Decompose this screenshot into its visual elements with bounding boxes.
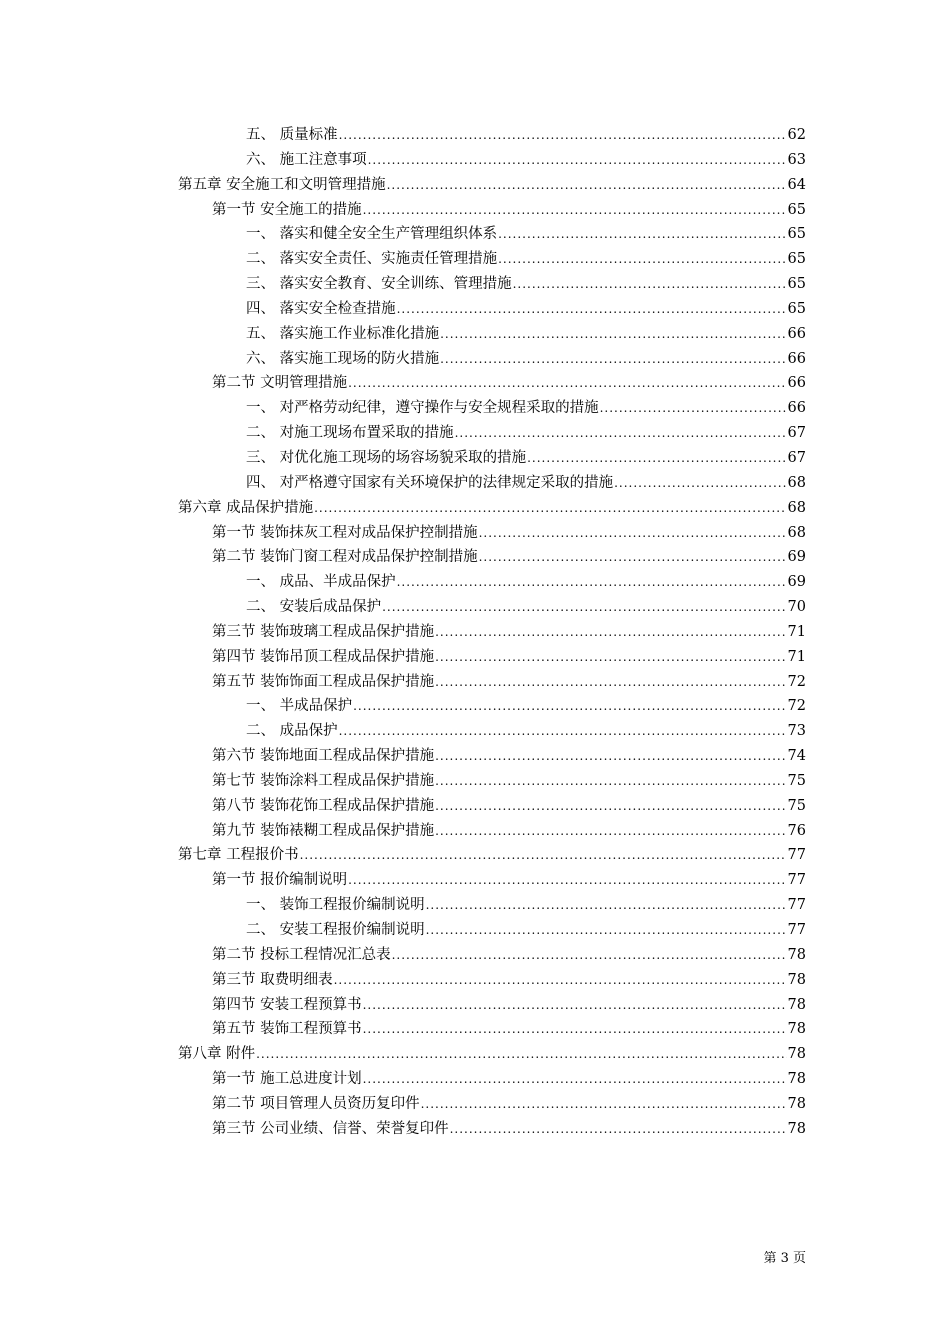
toc-entry-page-number: 78 bbox=[787, 1046, 806, 1063]
toc-entry-label: 一、 对严格劳动纪律，遵守操作与安全规程采取的措施 bbox=[246, 400, 599, 417]
toc-entry-label: 第二节 项目管理人员资历复印件 bbox=[212, 1095, 420, 1112]
toc-entry-page-number: 77 bbox=[787, 872, 806, 889]
toc-entry-label: 第一节 报价编制说明 bbox=[212, 872, 348, 889]
toc-entry[interactable] bbox=[178, 819, 806, 844]
toc-entry-page-number: 65 bbox=[787, 201, 806, 218]
toc-entry[interactable] bbox=[178, 471, 806, 496]
toc-entry[interactable] bbox=[178, 396, 806, 421]
toc-entry[interactable] bbox=[178, 868, 806, 893]
toc-dot-leader bbox=[435, 769, 786, 794]
toc-entry[interactable] bbox=[178, 595, 806, 620]
table-of-contents bbox=[178, 123, 806, 1142]
toc-dot-leader bbox=[392, 943, 787, 968]
toc-dot-leader bbox=[600, 396, 787, 421]
toc-dot-leader bbox=[353, 694, 786, 719]
toc-dot-leader bbox=[513, 272, 787, 297]
toc-entry-label: 第四节 安装工程预算书 bbox=[212, 996, 362, 1013]
toc-entry-page-number: 69 bbox=[787, 549, 806, 566]
toc-entry-page-number: 77 bbox=[787, 897, 806, 914]
toc-dot-leader bbox=[314, 496, 786, 521]
toc-entry[interactable] bbox=[178, 123, 806, 148]
toc-entry[interactable] bbox=[178, 843, 806, 868]
toc-dot-leader bbox=[397, 570, 787, 595]
toc-dot-leader bbox=[363, 993, 787, 1018]
page-number-footer: 第 3 页 bbox=[763, 1251, 806, 1266]
toc-entry[interactable] bbox=[178, 297, 806, 322]
toc-entry-page-number: 75 bbox=[787, 772, 806, 789]
toc-entry-label: 第二节 投标工程情况汇总表 bbox=[212, 946, 391, 963]
toc-entry-label: 二、 落实安全责任、实施责任管理措施 bbox=[246, 251, 498, 268]
toc-dot-leader bbox=[421, 1092, 787, 1117]
toc-dot-leader bbox=[455, 421, 787, 446]
toc-entry-label: 二、 安装工程报价编制说明 bbox=[246, 922, 425, 938]
toc-entry-page-number: 69 bbox=[787, 574, 806, 591]
toc-entry[interactable] bbox=[178, 1067, 806, 1092]
toc-dot-leader bbox=[426, 918, 787, 943]
toc-dot-leader bbox=[435, 744, 786, 769]
toc-entry[interactable] bbox=[178, 570, 806, 595]
toc-entry[interactable] bbox=[178, 222, 806, 247]
toc-entry-page-number: 71 bbox=[787, 623, 806, 640]
toc-entry-label: 三、 对优化施工现场的场容场貌采取的措施 bbox=[246, 449, 527, 466]
toc-entry[interactable] bbox=[178, 322, 806, 347]
toc-entry-label: 第六节 装饰地面工程成品保护措施 bbox=[212, 748, 435, 765]
toc-entry-page-number: 68 bbox=[787, 524, 806, 541]
toc-dot-leader bbox=[450, 1117, 787, 1142]
toc-entry-page-number: 77 bbox=[787, 847, 806, 864]
toc-entry[interactable] bbox=[178, 272, 806, 297]
toc-entry[interactable] bbox=[178, 1017, 806, 1042]
toc-dot-leader bbox=[498, 222, 786, 247]
toc-dot-leader bbox=[368, 148, 787, 173]
toc-dot-leader bbox=[397, 297, 787, 322]
toc-entry-label: 第一节 装饰抹灰工程对成品保护控制措施 bbox=[212, 524, 478, 541]
toc-entry[interactable] bbox=[178, 148, 806, 173]
toc-dot-leader bbox=[440, 347, 786, 372]
toc-entry-label: 第八节 装饰花饰工程成品保护措施 bbox=[212, 797, 435, 814]
toc-entry-page-number: 66 bbox=[787, 400, 806, 417]
toc-dot-leader bbox=[363, 1067, 787, 1092]
toc-entry-page-number: 77 bbox=[787, 922, 806, 938]
toc-dot-leader bbox=[256, 1042, 786, 1067]
toc-entry-page-number: 78 bbox=[787, 1021, 806, 1038]
toc-entry[interactable] bbox=[178, 545, 806, 570]
toc-dot-leader bbox=[363, 198, 787, 223]
toc-entry-label: 第三节 公司业绩、信誉、荣誉复印件 bbox=[212, 1120, 449, 1137]
toc-dot-leader bbox=[479, 545, 787, 570]
toc-dot-leader bbox=[348, 371, 786, 396]
toc-entry-label: 第四节 装饰吊顶工程成品保护措施 bbox=[212, 648, 435, 665]
toc-entry[interactable] bbox=[178, 993, 806, 1018]
toc-entry-label: 五、 质量标准 bbox=[246, 127, 338, 143]
toc-entry[interactable] bbox=[178, 173, 806, 198]
toc-entry-label: 一、 成品、半成品保护 bbox=[246, 574, 396, 591]
toc-entry-page-number: 68 bbox=[787, 499, 806, 516]
toc-entry[interactable] bbox=[178, 247, 806, 272]
toc-entry-page-number: 76 bbox=[787, 822, 806, 839]
toc-entry-label: 一、 半成品保护 bbox=[246, 698, 353, 715]
toc-dot-leader bbox=[435, 670, 786, 695]
toc-entry-label: 第六章 成品保护措施 bbox=[178, 499, 314, 516]
toc-entry-label: 四、 对严格遵守国家有关环境保护的法律规定采取的措施 bbox=[246, 474, 614, 491]
toc-entry-page-number: 72 bbox=[787, 673, 806, 690]
toc-entry-label: 第八章 附件 bbox=[178, 1046, 256, 1063]
toc-entry-label: 第九节 装饰裱糊工程成品保护措施 bbox=[212, 822, 435, 839]
toc-dot-leader bbox=[339, 719, 787, 744]
toc-dot-leader bbox=[334, 968, 787, 993]
toc-dot-leader bbox=[435, 620, 786, 645]
toc-entry[interactable] bbox=[178, 769, 806, 794]
toc-entry[interactable] bbox=[178, 371, 806, 396]
toc-entry-page-number: 62 bbox=[787, 127, 806, 143]
toc-entry-label: 一、 落实和健全安全生产管理组织体系 bbox=[246, 226, 498, 243]
toc-entry-label: 六、 施工注意事项 bbox=[246, 151, 367, 168]
toc-entry[interactable] bbox=[178, 198, 806, 223]
toc-entry-label: 第五节 装饰饰面工程成品保护措施 bbox=[212, 673, 435, 690]
toc-entry-page-number: 75 bbox=[787, 797, 806, 814]
toc-dot-leader bbox=[387, 173, 787, 198]
toc-entry-page-number: 68 bbox=[787, 474, 806, 491]
toc-entry-label: 第一节 安全施工的措施 bbox=[212, 201, 362, 218]
toc-entry-label: 第五节 装饰工程预算书 bbox=[212, 1021, 362, 1038]
toc-dot-leader bbox=[435, 819, 786, 844]
toc-entry-label: 第一节 施工总进度计划 bbox=[212, 1071, 362, 1088]
toc-entry[interactable] bbox=[178, 670, 806, 695]
toc-dot-leader bbox=[498, 247, 786, 272]
toc-entry[interactable] bbox=[178, 1042, 806, 1067]
toc-entry-page-number: 72 bbox=[787, 698, 806, 715]
toc-entry-label: 六、 落实施工现场的防火措施 bbox=[246, 350, 440, 367]
toc-entry-page-number: 66 bbox=[787, 350, 806, 367]
toc-entry-page-number: 63 bbox=[787, 151, 806, 168]
toc-dot-leader bbox=[440, 322, 786, 347]
toc-entry-page-number: 78 bbox=[787, 1071, 806, 1088]
toc-dot-leader bbox=[435, 794, 786, 819]
toc-entry[interactable] bbox=[178, 719, 806, 744]
toc-dot-leader bbox=[382, 595, 786, 620]
toc-entry-page-number: 65 bbox=[787, 251, 806, 268]
toc-entry-page-number: 67 bbox=[787, 425, 806, 442]
toc-entry[interactable] bbox=[178, 918, 806, 943]
toc-entry-page-number: 78 bbox=[787, 996, 806, 1013]
toc-entry-label: 第三节 取费明细表 bbox=[212, 971, 333, 988]
toc-entry-page-number: 70 bbox=[787, 599, 806, 616]
toc-entry-page-number: 78 bbox=[787, 1120, 806, 1137]
toc-entry[interactable] bbox=[178, 943, 806, 968]
toc-dot-leader bbox=[479, 521, 787, 546]
toc-dot-leader bbox=[300, 843, 787, 868]
toc-entry-page-number: 66 bbox=[787, 325, 806, 342]
toc-entry-page-number: 71 bbox=[787, 648, 806, 665]
toc-entry-page-number: 65 bbox=[787, 300, 806, 317]
toc-entry[interactable] bbox=[178, 521, 806, 546]
toc-entry[interactable] bbox=[178, 620, 806, 645]
toc-entry[interactable] bbox=[178, 968, 806, 993]
toc-entry-label: 第七节 装饰涂料工程成品保护措施 bbox=[212, 772, 435, 789]
toc-entry-label: 第七章 工程报价书 bbox=[178, 847, 299, 864]
toc-dot-leader bbox=[339, 123, 787, 148]
toc-entry-page-number: 64 bbox=[787, 176, 806, 193]
toc-entry[interactable] bbox=[178, 1117, 806, 1142]
toc-entry-page-number: 74 bbox=[787, 748, 806, 765]
toc-entry[interactable] bbox=[178, 446, 806, 471]
toc-entry[interactable] bbox=[178, 347, 806, 372]
toc-dot-leader bbox=[426, 893, 787, 918]
toc-entry[interactable] bbox=[178, 794, 806, 819]
toc-entry-label: 第五章 安全施工和文明管理措施 bbox=[178, 176, 386, 193]
toc-entry-label: 四、 落实安全检查措施 bbox=[246, 300, 396, 317]
toc-entry[interactable] bbox=[178, 694, 806, 719]
toc-entry-label: 二、 安装后成品保护 bbox=[246, 599, 382, 616]
toc-entry[interactable] bbox=[178, 893, 806, 918]
toc-entry-label: 一、 装饰工程报价编制说明 bbox=[246, 897, 425, 914]
toc-entry-page-number: 65 bbox=[787, 226, 806, 243]
toc-entry[interactable] bbox=[178, 744, 806, 769]
toc-entry-label: 三、 落实安全教育、安全训练、管理措施 bbox=[246, 276, 512, 293]
toc-entry-page-number: 73 bbox=[787, 723, 806, 740]
toc-dot-leader bbox=[614, 471, 786, 496]
toc-entry-label: 第三节 装饰玻璃工程成品保护措施 bbox=[212, 623, 435, 640]
toc-entry-label: 二、 成品保护 bbox=[246, 723, 338, 740]
toc-entry-page-number: 67 bbox=[787, 449, 806, 466]
toc-entry-label: 第二节 装饰门窗工程对成品保护控制措施 bbox=[212, 549, 478, 566]
toc-entry-page-number: 78 bbox=[787, 971, 806, 988]
toc-entry-label: 第二节 文明管理措施 bbox=[212, 375, 348, 392]
toc-entry[interactable] bbox=[178, 1092, 806, 1117]
toc-dot-leader bbox=[363, 1017, 787, 1042]
toc-entry[interactable] bbox=[178, 421, 806, 446]
toc-entry-label: 二、 对施工现场布置采取的措施 bbox=[246, 425, 454, 442]
toc-dot-leader bbox=[435, 645, 786, 670]
toc-entry-page-number: 78 bbox=[787, 1095, 806, 1112]
toc-entry[interactable] bbox=[178, 496, 806, 521]
toc-entry-page-number: 78 bbox=[787, 946, 806, 963]
toc-entry-label: 五、 落实施工作业标准化措施 bbox=[246, 325, 440, 342]
toc-dot-leader bbox=[348, 868, 786, 893]
toc-entry-page-number: 66 bbox=[787, 375, 806, 392]
toc-entry[interactable] bbox=[178, 645, 806, 670]
toc-dot-leader bbox=[527, 446, 786, 471]
toc-entry-page-number: 65 bbox=[787, 276, 806, 293]
